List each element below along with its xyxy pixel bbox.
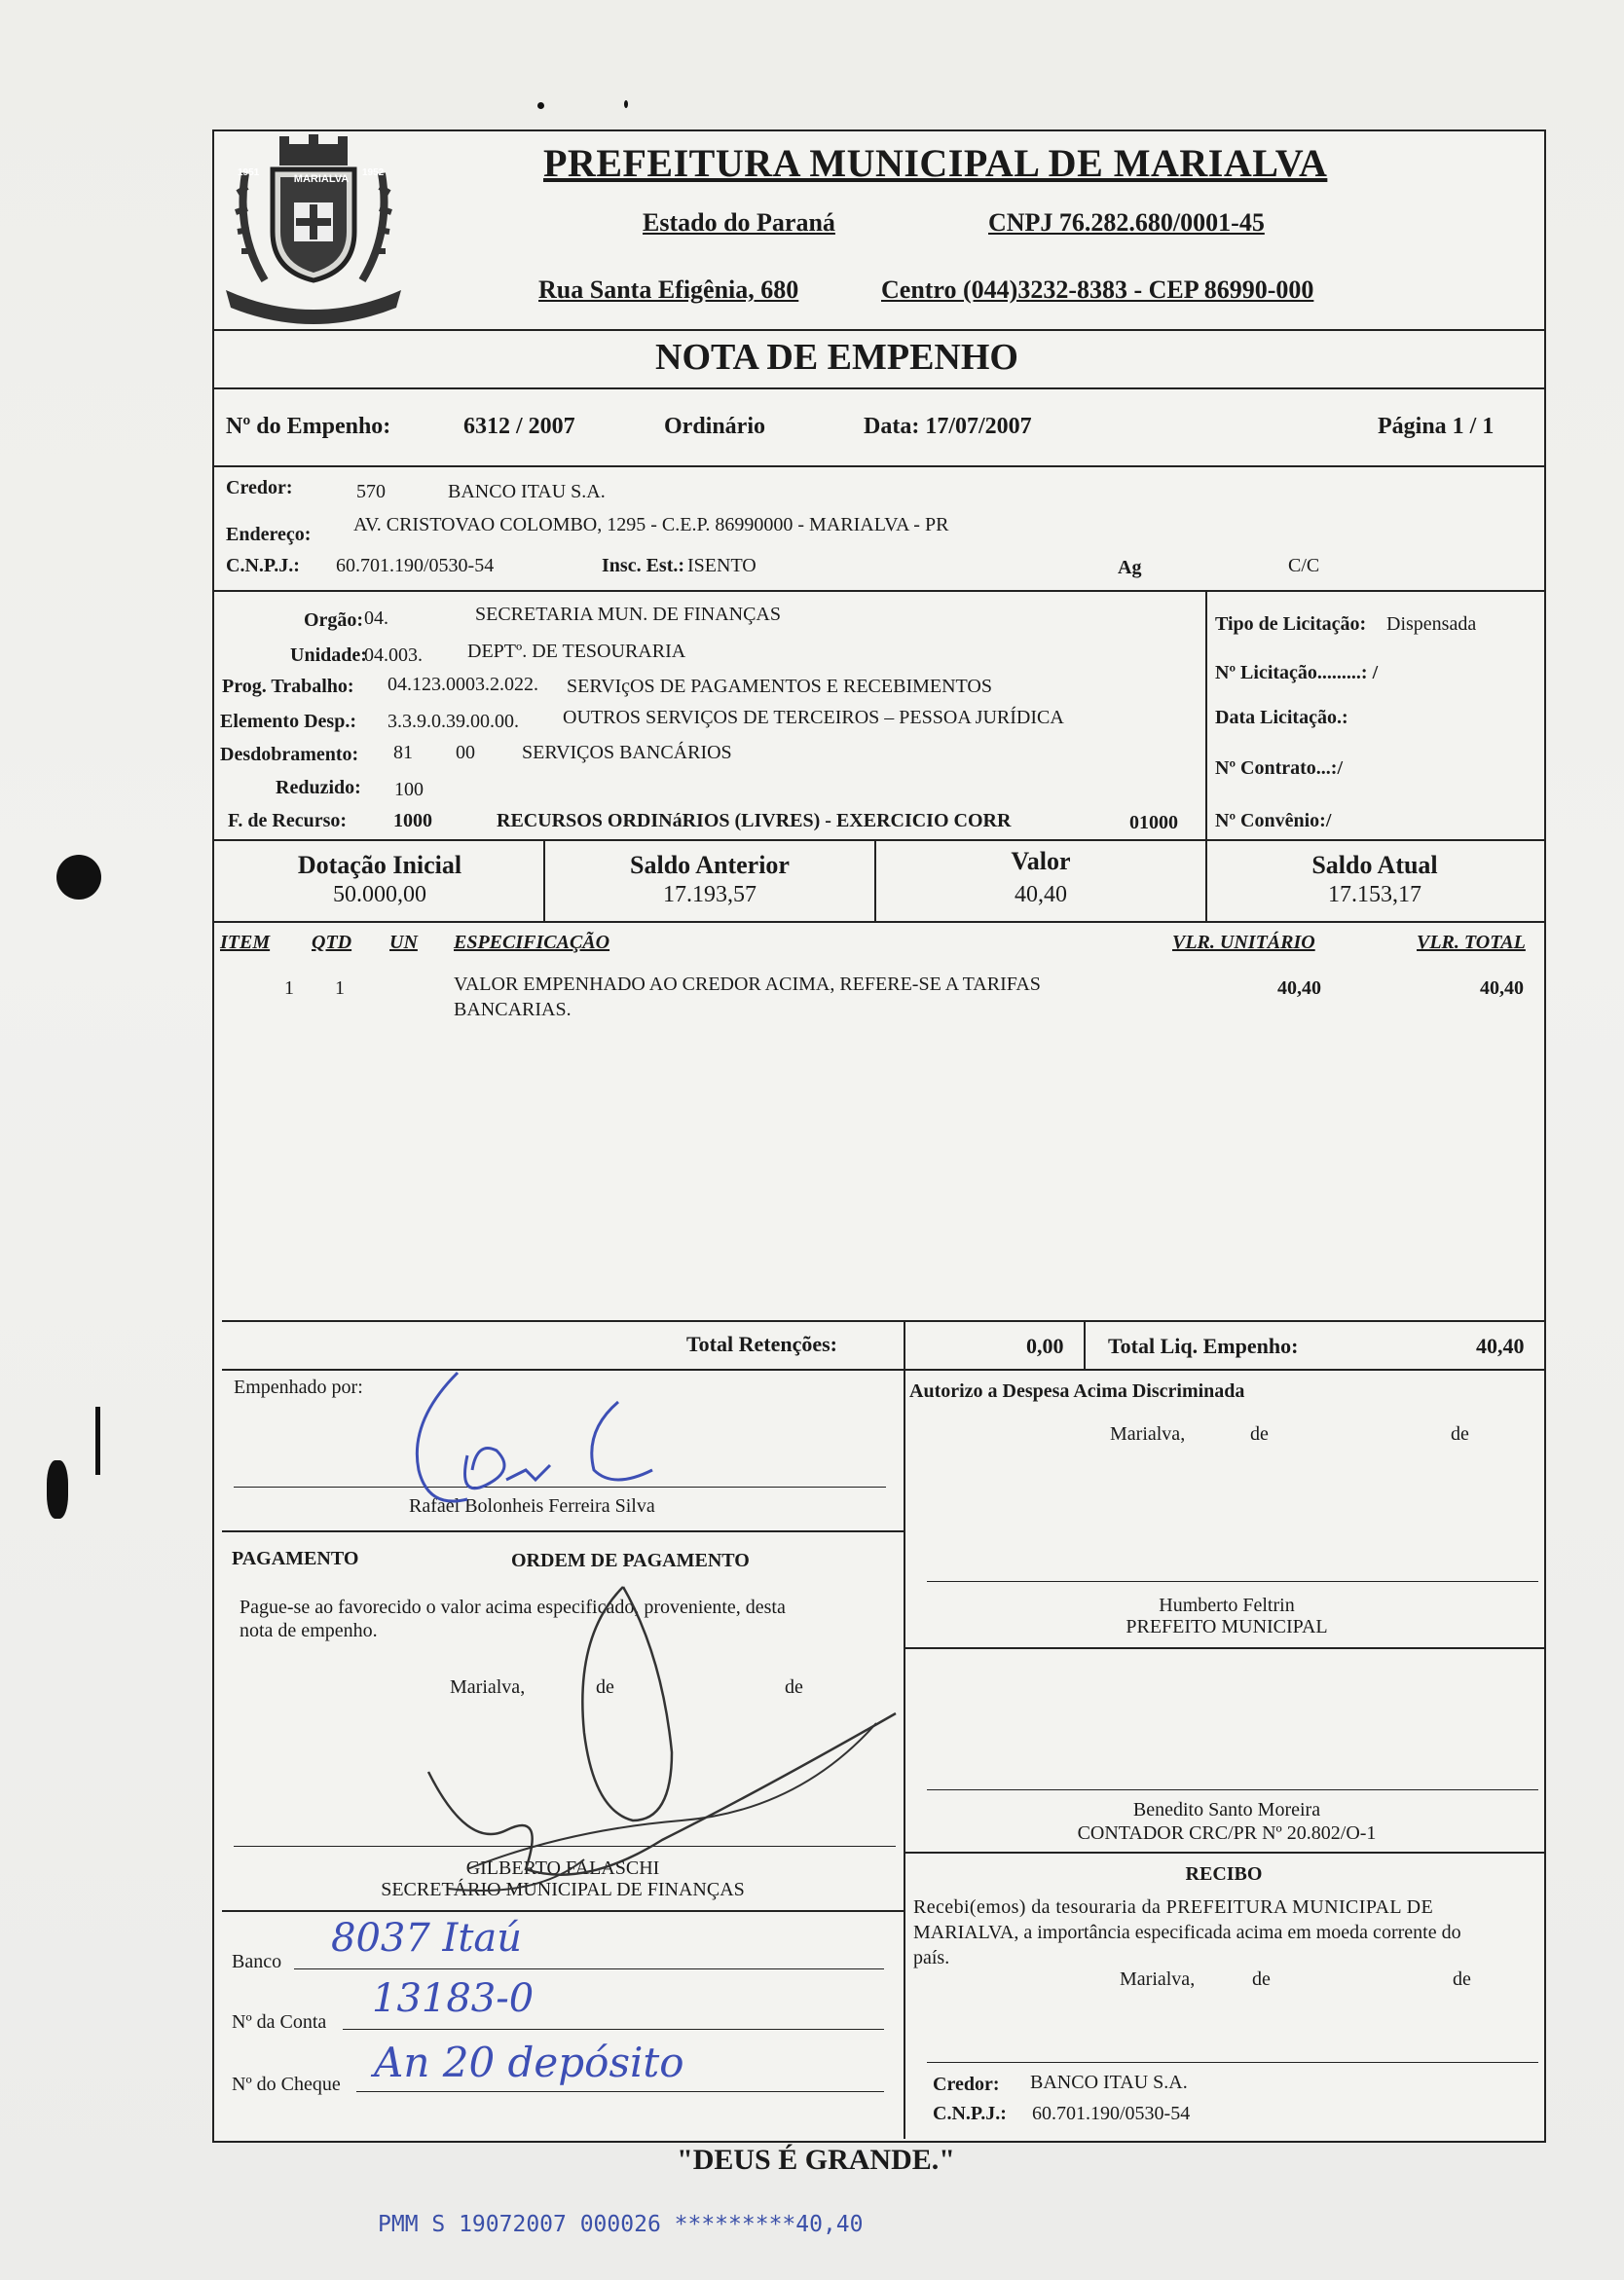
elemento-name: OUTROS SERVIÇOS DE TERCEIROS – PESSOA JURÍDICA [563, 707, 1064, 728]
cheque-value: An 20 depósito [374, 2039, 684, 2086]
empenho-date: Data: 17/07/2007 [864, 414, 1032, 439]
recurso-name: RECURSOS ORDINáRIOS (LIVRES) - EXERCICIO CORR [497, 810, 1012, 831]
empenho-number-label: Nº do Empenho: [226, 414, 391, 439]
unidade-label: Unidade: [290, 644, 367, 666]
account-label: C/C [1288, 555, 1320, 576]
valor-label: Valor [1011, 847, 1071, 875]
pagamento-text-line2: nota de empenho. [240, 1620, 378, 1641]
orgao-code: 04. [364, 607, 388, 629]
recibo-text-line1: Recebi(emos) da tesouraria da PREFEITURA MUNICIPAL DE [913, 1896, 1434, 1918]
orgao-name: SECRETARIA MUN. DE FINANÇAS [475, 604, 781, 625]
credor-cnpj: 60.701.190/0530-54 [336, 555, 495, 576]
seal-year-left: 1951 [238, 167, 260, 178]
payment-stamp: PMM S 19072007 000026 *********40,40 [378, 2212, 864, 2237]
prog-name: SERVIçOS DE PAGAMENTOS E RECEBIMENTOS [567, 676, 992, 697]
col-un: UN [389, 932, 418, 953]
contract-number: Nº Contrato...:/ [1215, 757, 1344, 779]
col-spec: ESPECIFICAÇÃO [454, 932, 610, 953]
unidade-name: DEPTº. DE TESOURARIA [467, 641, 686, 662]
scan-speck [624, 100, 628, 108]
col-unit-value: VLR. UNITÁRIO [1172, 932, 1315, 953]
elemento-label: Elemento Desp.: [220, 711, 356, 732]
recibo-text-line2: MARIALVA, a importância especificada acima em moeda corrente do [913, 1922, 1461, 1943]
licitacao-number: Nº Licitação.........: / [1215, 662, 1379, 683]
footer-motto: "DEUS É GRANDE." [677, 2144, 955, 2176]
conta-label: Nº da Conta [232, 2011, 327, 2033]
secretario-name: GILBERTO FALASCHI [465, 1857, 660, 1879]
item-total-value: 40,40 [1480, 977, 1524, 999]
saldo-anterior-label: Saldo Anterior [630, 851, 790, 879]
signature-line [927, 1581, 1538, 1582]
autorizo-de2: de [1451, 1423, 1469, 1445]
licitacao-type-value: Dispensada [1386, 613, 1477, 635]
col-item: ITEM [220, 932, 271, 953]
seal-year-right: 1952 [362, 167, 385, 178]
handwritten-signature [389, 1363, 682, 1509]
desdobramento-name: SERVIÇOS BANCÁRIOS [522, 742, 732, 763]
insc-value: ISENTO [687, 555, 757, 576]
scan-edge-mark [95, 1407, 100, 1475]
recurso-label: F. de Recurso: [228, 810, 348, 831]
recibo-city: Marialva, [1120, 1968, 1196, 1990]
credor-address: AV. CRISTOVAO COLOMBO, 1295 - C.E.P. 86990000 - MARIALVA - PR [353, 514, 949, 535]
pagamento-de2: de [785, 1676, 803, 1698]
prog-label: Prog. Trabalho: [222, 676, 354, 697]
empenho-type: Ordinário [664, 414, 766, 439]
empenho-number: 6312 / 2007 [463, 414, 575, 439]
unidade-code: 04.003. [364, 644, 423, 666]
divider [212, 590, 1546, 592]
recibo-cnpj: 60.701.190/0530-54 [1032, 2103, 1191, 2124]
page-number: Página 1 / 1 [1378, 414, 1495, 439]
prefeito-role: PREFEITO MUNICIPAL [1126, 1616, 1328, 1637]
divider [212, 839, 1546, 841]
address-label: Endereço: [226, 524, 312, 545]
banco-line [294, 1968, 884, 1969]
valor-value: 40,40 [1015, 882, 1067, 907]
municipality-contact: Centro (044)3232-8383 - CEP 86990-000 [881, 276, 1314, 304]
empenhado-label: Empenhado por: [234, 1377, 363, 1398]
signature-line [927, 2062, 1538, 2063]
pagamento-city: Marialva, [450, 1676, 526, 1698]
secretario-role: SECRETÁRIO MUNICIPAL DE FINANÇAS [381, 1879, 745, 1900]
desdobramento-code1: 81 [393, 742, 413, 763]
licitacao-type-label: Tipo de Licitação: [1215, 613, 1367, 635]
recibo-credor-name: BANCO ITAU S.A. [1030, 2072, 1188, 2093]
empenhado-signer: Rafael Bolonheis Ferreira Silva [409, 1495, 655, 1517]
divider [904, 1647, 1546, 1649]
divider [222, 1320, 1546, 1322]
punch-hole [47, 1460, 68, 1519]
punch-hole [56, 855, 101, 900]
insc-label: Insc. Est.: [602, 555, 685, 576]
saldo-anterior-value: 17.193,57 [663, 882, 757, 907]
col-qtd: QTD [312, 932, 352, 953]
desdobramento-label: Desdobramento: [220, 744, 359, 765]
dotacao-inicial-value: 50.000,00 [333, 882, 426, 907]
recibo-de2: de [1453, 1968, 1471, 1990]
state-name: Estado do Paraná [643, 208, 835, 237]
licitacao-date: Data Licitação.: [1215, 707, 1348, 728]
reduzido-value: 100 [394, 779, 424, 800]
seal-text: MARIALVA [293, 173, 350, 185]
desdobramento-code2: 00 [456, 742, 475, 763]
cheque-line [356, 2091, 884, 2092]
banco-label: Banco [232, 1951, 282, 1972]
document-title: NOTA DE EMPENHO [655, 337, 1018, 378]
divider [212, 329, 1546, 331]
item-qtd: 1 [335, 977, 345, 999]
pagamento-de1: de [596, 1676, 614, 1698]
agency-label: Ag [1118, 557, 1142, 578]
recibo-de1: de [1252, 1968, 1271, 1990]
contador-role: CONTADOR CRC/PR Nº 20.802/O-1 [1077, 1822, 1377, 1844]
credor-code: 570 [356, 481, 386, 502]
municipality-title: PREFEITURA MUNICIPAL DE MARIALVA [543, 141, 1328, 185]
item-spec-line1: VALOR EMPENHADO AO CREDOR ACIMA, REFERE-SE A TARIFAS [454, 974, 1041, 995]
municipality-cnpj: CNPJ 76.282.680/0001-45 [988, 208, 1265, 237]
autorizo-de1: de [1250, 1423, 1269, 1445]
pagamento-text-line1: Pague-se ao favorecido o valor acima especificado, proveniente, desta [240, 1597, 786, 1618]
convenio-number: Nº Convênio:/ [1215, 810, 1332, 831]
prefeito-name: Humberto Feltrin [1159, 1595, 1295, 1616]
prog-code: 04.123.0003.2.022. [388, 674, 538, 695]
ordem-pagamento-label: ORDEM DE PAGAMENTO [511, 1550, 750, 1571]
dotacao-inicial-label: Dotação Inicial [297, 851, 462, 879]
divider [222, 1530, 904, 1532]
divider [212, 921, 1546, 923]
autorizo-title: Autorizo a Despesa Acima Discriminada [909, 1380, 1245, 1402]
recibo-cnpj-label: C.N.P.J.: [933, 2103, 1007, 2124]
liquido-value: 40,40 [1476, 1334, 1525, 1358]
divider [1205, 590, 1207, 839]
retencoes-label: Total Retenções: [686, 1332, 837, 1356]
conta-value: 13183-0 [372, 1976, 535, 2021]
elemento-code: 3.3.9.0.39.00.00. [388, 711, 519, 732]
orgao-label: Orgão: [304, 609, 364, 631]
signature-line [927, 1789, 1538, 1790]
recibo-title: RECIBO [1185, 1863, 1263, 1885]
recibo-text-line3: país. [913, 1947, 950, 1968]
saldo-atual-label: Saldo Atual [1311, 851, 1438, 879]
divider [904, 1852, 1546, 1854]
recurso-code2: 01000 [1129, 812, 1178, 833]
credor-name: BANCO ITAU S.A. [448, 481, 606, 502]
item-number: 1 [284, 977, 294, 999]
recibo-credor-label: Credor: [933, 2074, 1000, 2095]
contador-name: Benedito Santo Moreira [1132, 1799, 1321, 1820]
cnpj-label: C.N.P.J.: [226, 555, 300, 576]
municipality-address: Rua Santa Efigênia, 680 [538, 276, 799, 304]
item-unit-value: 40,40 [1277, 977, 1321, 999]
divider [904, 1320, 905, 1369]
conta-line [343, 2029, 884, 2030]
recurso-code: 1000 [393, 810, 432, 831]
divider [1084, 1320, 1086, 1369]
banco-value: 8037 Itaú [331, 1916, 522, 1961]
municipal-seal-icon [216, 134, 411, 329]
secretary-signature [389, 1577, 915, 1908]
retencoes-value: 0,00 [1026, 1334, 1064, 1358]
divider [212, 387, 1546, 389]
cheque-label: Nº do Cheque [232, 2074, 341, 2095]
scan-speck [537, 102, 544, 109]
reduzido-label: Reduzido: [276, 777, 361, 798]
saldo-atual-value: 17.153,17 [1328, 882, 1421, 907]
liquido-label: Total Liq. Empenho: [1108, 1334, 1299, 1358]
divider [212, 465, 1546, 467]
pagamento-label: PAGAMENTO [232, 1548, 359, 1569]
divider [222, 1910, 904, 1912]
item-spec-line2: BANCARIAS. [454, 999, 572, 1020]
autorizo-city: Marialva, [1110, 1423, 1186, 1445]
col-total-value: VLR. TOTAL [1417, 932, 1526, 953]
credor-label: Credor: [226, 477, 293, 498]
